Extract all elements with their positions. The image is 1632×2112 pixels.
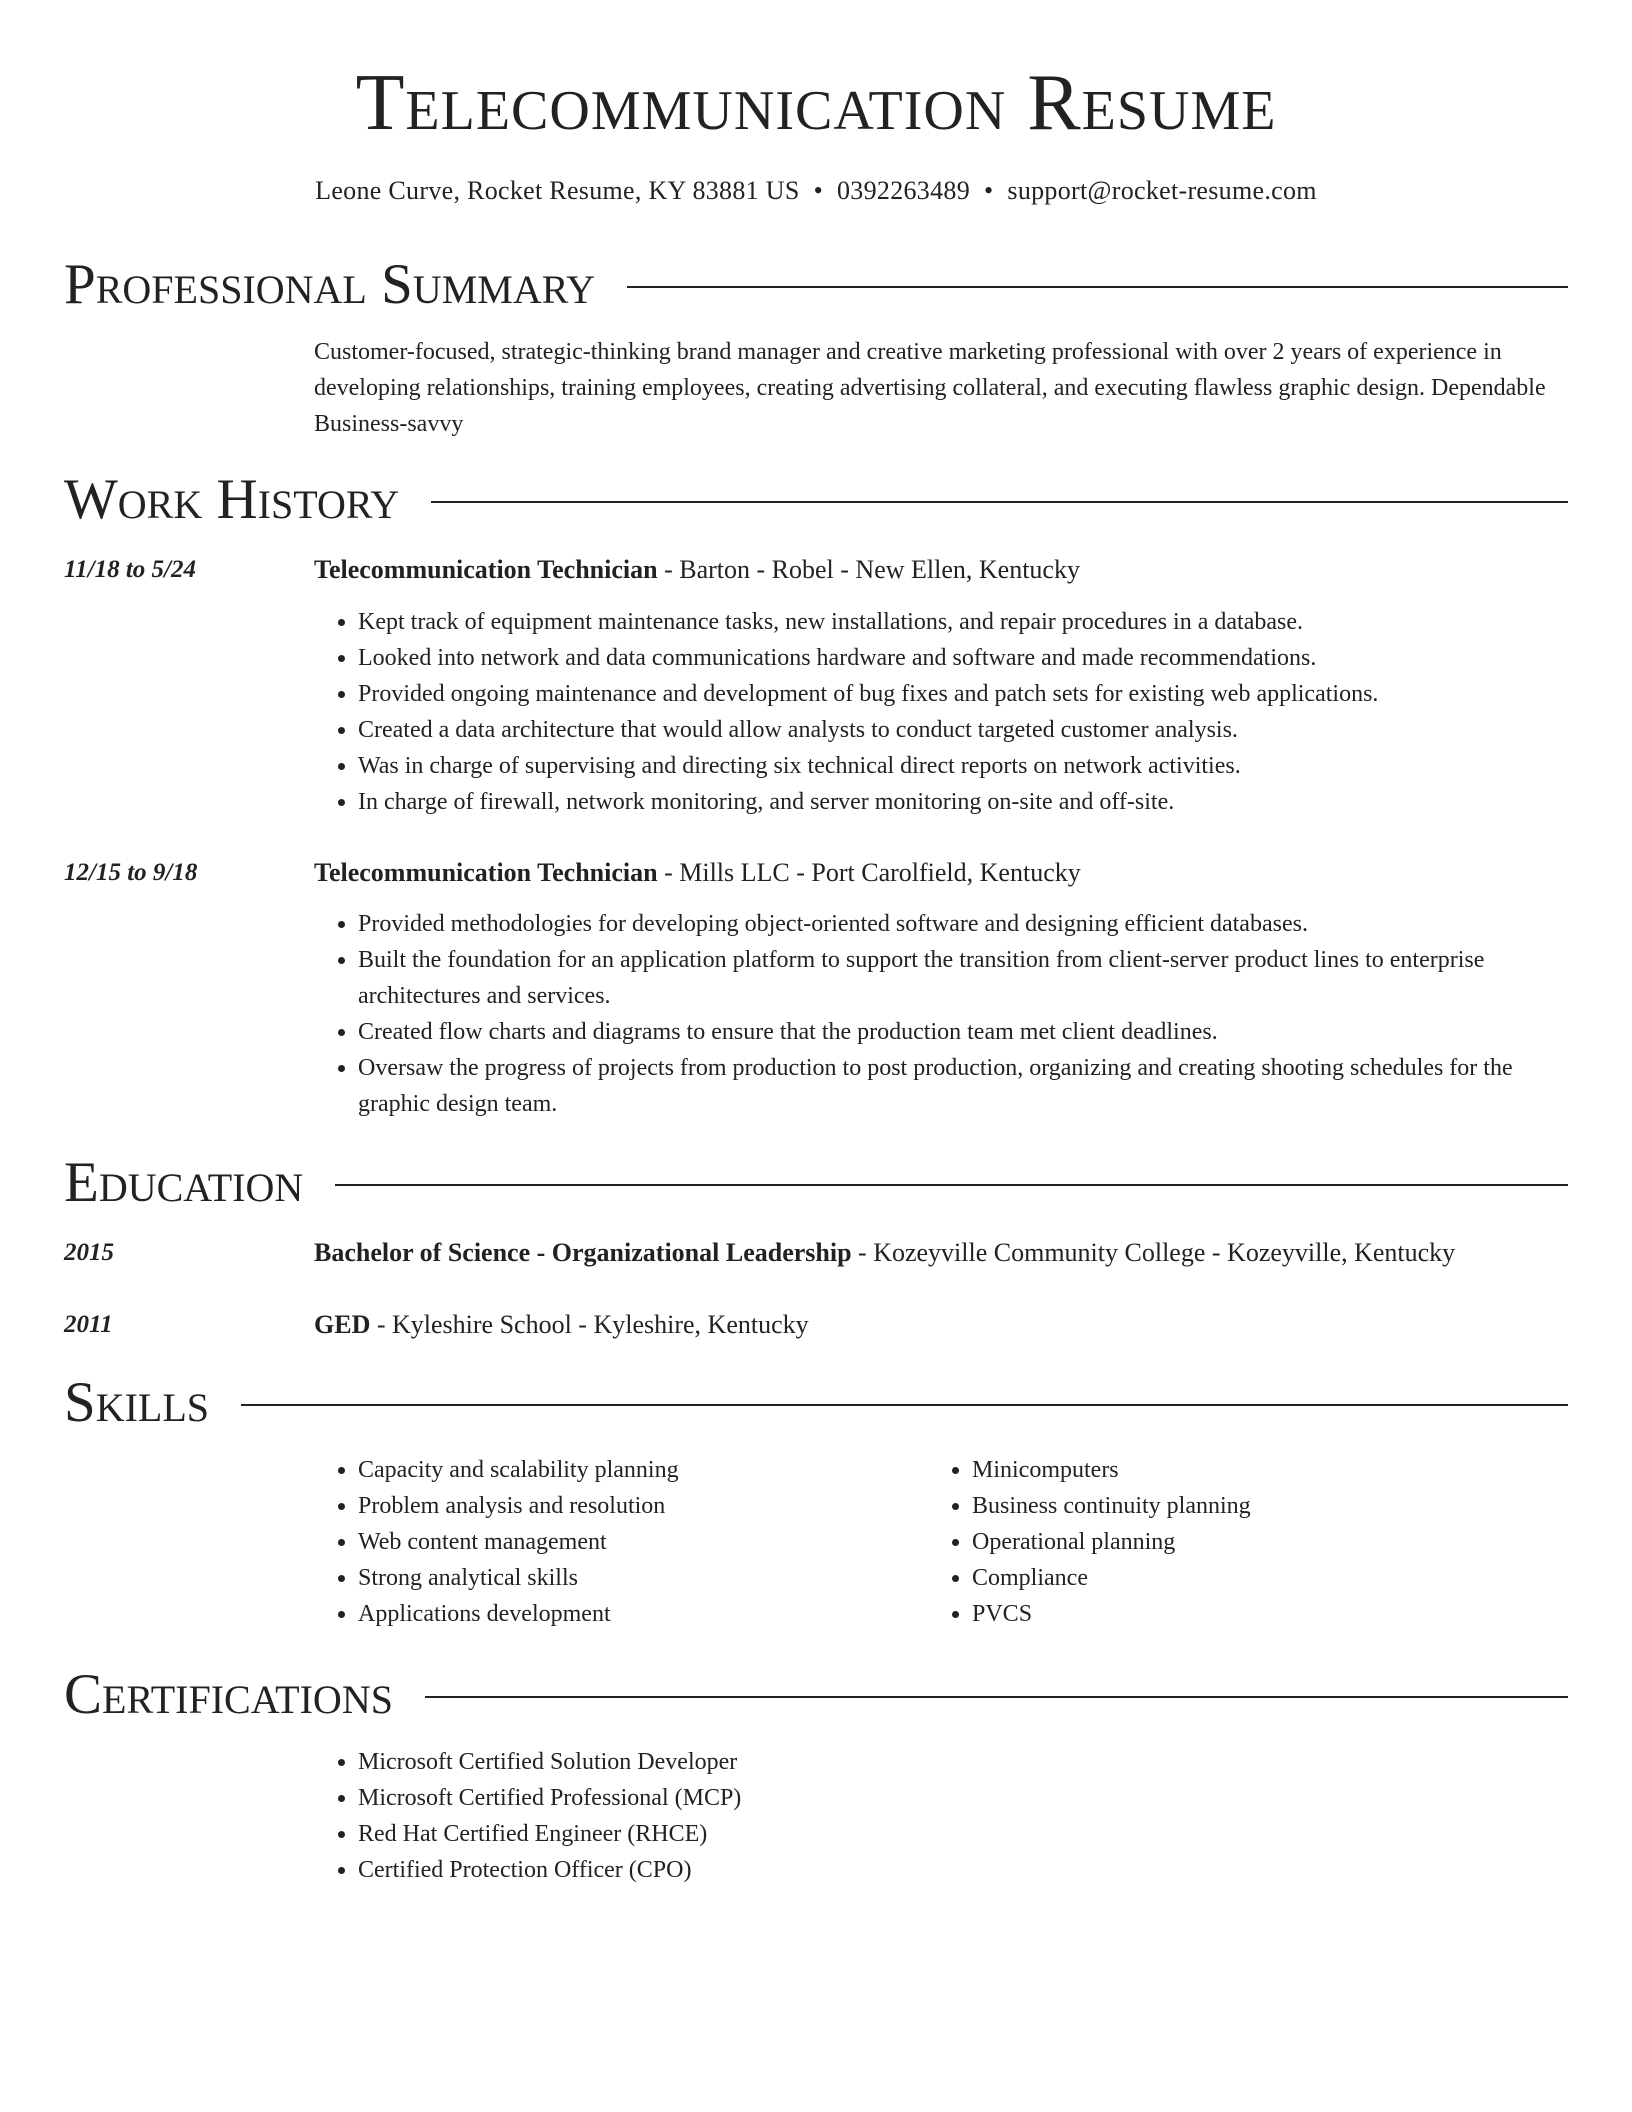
job-bullets xyxy=(314,604,1570,820)
section-header-work-history xyxy=(64,465,1568,535)
list-item: • Operational planning xyxy=(972,1524,1528,1560)
section-divider xyxy=(335,1184,1568,1186)
job-dates: 12/15 to 9/18 xyxy=(64,859,198,886)
list-item: • Created a data architecture that would allow analysts to conduct targeted customer analysis. xyxy=(358,712,1570,748)
list-item: • Certified Protection Officer (CPO) xyxy=(358,1852,1570,1888)
list-item: • Minicomputers xyxy=(972,1452,1528,1488)
education-details: - Kyleshire School - Kyleshire, Kentucky xyxy=(370,1310,809,1339)
list-item: • Problem analysis and resolution xyxy=(358,1488,914,1524)
section-header-summary xyxy=(64,250,1568,320)
job-heading xyxy=(314,855,1570,891)
section-title-skills: Skills xyxy=(64,1371,210,1434)
list-item: • Provided methodologies for developing object-oriented software and designing efficient databases. xyxy=(358,906,1570,942)
education-entry xyxy=(314,1307,1570,1343)
contact-email: support@rocket-resume.com xyxy=(1007,176,1317,205)
education-degree: Bachelor of Science - Organizational Leadership xyxy=(314,1238,852,1267)
list-item: • Oversaw the progress of projects from production to post production, organizing and creating shooting schedules for the graphic design team. xyxy=(358,1050,1570,1122)
summary-text: Customer-focused, strategic-thinking brand manager and creative marketing professional with over 2 years of experience in developing relationships, training employees, creating advertising collateral, and executing flawless graphic design. Dependable Business-savvy xyxy=(314,339,1546,437)
section-title-summary: Professional Summary xyxy=(64,253,596,316)
job-heading xyxy=(314,552,1570,588)
list-item: • Kept track of equipment maintenance tasks, new installations, and repair procedures in a database. xyxy=(358,604,1570,640)
list-item: • Capacity and scalability planning xyxy=(358,1452,914,1488)
job-details: - Mills LLC - Port Carolfield, Kentucky xyxy=(657,858,1081,887)
job-dates: 11/18 to 5/24 xyxy=(64,556,196,583)
list-item: • Red Hat Certified Engineer (RHCE) xyxy=(358,1816,1570,1852)
skills-list-left xyxy=(314,1452,914,1632)
contact-separator: • xyxy=(984,176,994,205)
education-year: 2011 xyxy=(64,1311,113,1338)
section-title-work-history: Work History xyxy=(64,468,400,531)
list-item: • Microsoft Certified Professional (MCP) xyxy=(358,1780,1570,1816)
section-divider xyxy=(425,1696,1568,1698)
list-item: • Compliance xyxy=(972,1560,1528,1596)
list-item: • Provided ongoing maintenance and development of bug fixes and patch sets for existing web applications. xyxy=(358,676,1570,712)
education-details: - Kozeyville Community College - Kozeyville, Kentucky xyxy=(851,1238,1456,1267)
section-title-education: Education xyxy=(64,1151,304,1214)
list-item: • Created flow charts and diagrams to ensure that the production team met client deadlines. xyxy=(358,1014,1570,1050)
list-item: • Business continuity planning xyxy=(972,1488,1528,1524)
list-item: • Strong analytical skills xyxy=(358,1560,914,1596)
list-item: • In charge of firewall, network monitoring, and server monitoring on-site and off-site. xyxy=(358,784,1570,820)
job-title: Telecommunication Technician xyxy=(314,555,658,584)
skills-list-right xyxy=(928,1452,1528,1632)
contact-address: Leone Curve, Rocket Resume, KY 83881 US xyxy=(315,176,800,205)
section-header-skills xyxy=(64,1368,1568,1438)
job-title: Telecommunication Technician xyxy=(314,858,658,887)
section-divider xyxy=(241,1404,1568,1406)
list-item: • Looked into network and data communications hardware and software and made recommendations. xyxy=(358,640,1570,676)
education-entry xyxy=(314,1235,1570,1271)
list-item: • Built the foundation for an application platform to support the transition from client-server product lines to enterprise architectures and services. xyxy=(358,942,1570,1014)
contact-separator: • xyxy=(813,176,823,205)
job-bullets xyxy=(314,906,1570,1122)
section-header-certifications xyxy=(64,1660,1568,1730)
list-item: • Was in charge of supervising and directing six technical direct reports on network activities. xyxy=(358,748,1570,784)
section-divider xyxy=(431,501,1568,503)
list-item: • Microsoft Certified Solution Developer xyxy=(358,1744,1570,1780)
job-details: - Barton - Robel - New Ellen, Kentucky xyxy=(657,555,1080,584)
contact-phone: 0392263489 xyxy=(837,176,970,205)
list-item: • PVCS xyxy=(972,1596,1528,1632)
list-item: • Web content management xyxy=(358,1524,914,1560)
contact-line xyxy=(0,173,1632,209)
certifications-list xyxy=(314,1744,1570,1888)
education-degree: GED xyxy=(314,1310,371,1339)
list-item: • Applications development xyxy=(358,1596,914,1632)
education-year: 2015 xyxy=(64,1239,114,1266)
resume-title: Telecommunication Resume xyxy=(355,59,1277,147)
section-divider xyxy=(627,286,1568,288)
section-title-certifications: Certifications xyxy=(64,1663,393,1726)
section-header-education xyxy=(64,1148,1568,1218)
